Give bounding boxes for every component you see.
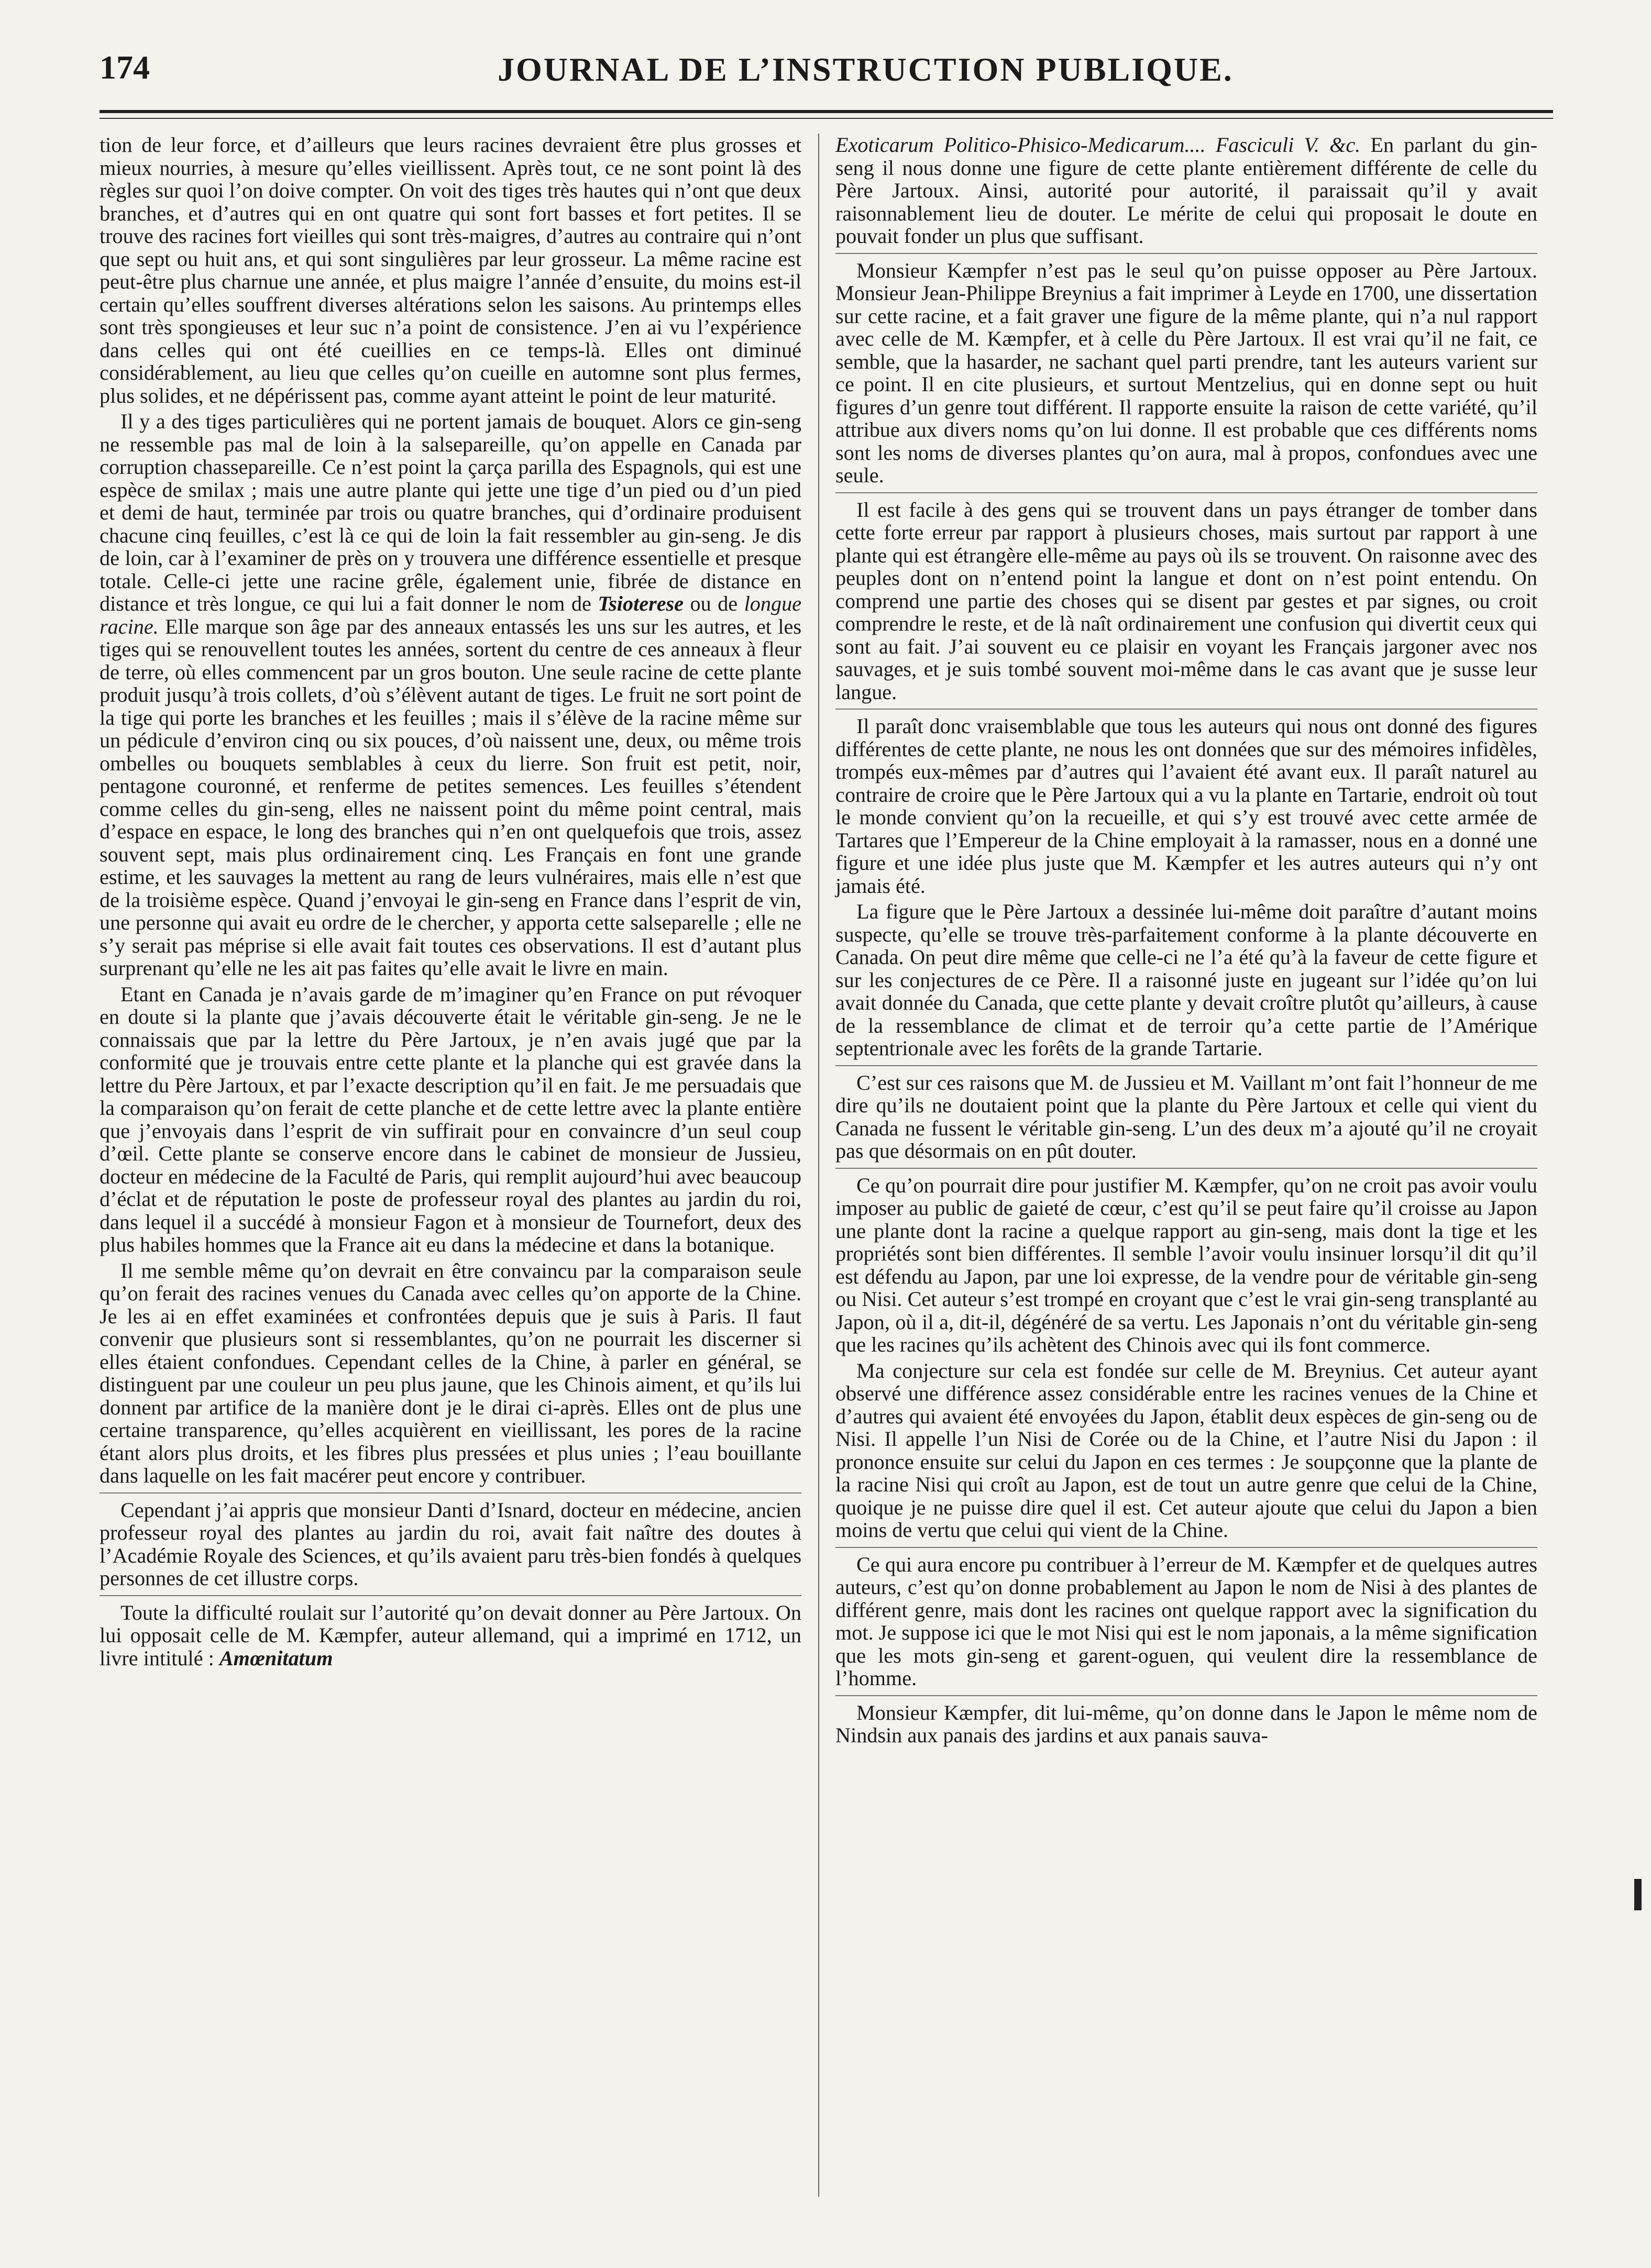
left-paragraph-6-text: Toute la difficulté roulait sur l’autorité qu’on devait donner au Père Jartoux. On lui opposait celle de M. Kæmpfer, auteur allemand, qui a imprimé en 1712, un livre intitulé : <box>100 1600 801 1670</box>
running-title: JOURNAL DE L’INSTRUCTION PUBLIQUE. <box>498 51 1234 88</box>
left-paragraph-2-text-a: Il y a des tiges particulières qui ne portent jamais de bouquet. Alors ce gin-seng ne ressemble pas mal de loin à la salsepareille, qu’on appelle en Canada par corruption chassepareille. Ce n’est point la çarça parilla des Espagnols, qui est une espèce de smilax ; mais une autre plante qui jette une tige d’un pied ou d’un pied et demi de haut, terminée par trois ou quatre branches, qui d’ordinaire produisent chacune cinq feuilles, c’est là ce qui de loin la fait ressembler au gin-seng. Je dis de loin, car à l’examiner de près on y trouvera une différence essentielle et presque totale. Celle-ci jette une racine grêle, également unie, fibrée de distance en distance et très longue, ce qui lui a fait donner le nom de <box>100 410 801 615</box>
right-paragraph-6: C’est sur ces raisons que M. de Jussieu et M. Vaillant m’ont fait l’honneur de me dire qu’ils ne doutaient point que la plante du Père Jartoux et celle qui vient du Canada ne fussent le véritable gin-seng. L’un des deux m’a ajouté qu’il ne croyait pas que désormais on en pût douter. <box>835 1070 1537 1163</box>
column-separator <box>818 134 819 2197</box>
right-paragraph-10: Monsieur Kæmpfer, dit lui-même, qu’on donne dans le Japon le même nom de Nindsin aux panais des jardins et aux panais sauva- <box>835 1700 1537 1747</box>
left-paragraph-2-text-b: Elle marque son âge par des anneaux entassés les uns sur les autres, et les tiges qui se renouvellent toutes les années, sortent du centre de ces anneaux à fleur de terre, où elles commencent par un gros bouton. Une seule racine de cette plante produit jusqu’à trois collets, d’où s’élèvent autant de tiges. Le fruit ne sort point de la tige qui porte les branches et les feuilles ; mais il s’élève de la racine même sur un pédicule d’environ cinq ou six pouces, d’où naissent une, deux, ou même trois ombelles ou bouquets semblables à ceux du lierre. Son fruit est petit, noir, pentagone couronné, et renferme de petites semences. Les feuilles s’étendent comme celles du gin-seng, elles ne naissent point du même point central, mais d’espace en espace, le long des branches qui n’en ont quelquefois que trois, assez souvent sept, mais plus ordinairement cinq. Les Français en font une grande estime, et les sauvages la mettent au rang de leurs vulnéraires, mais elle n’est que de la troisième espèce. Quand j’envoyai le gin-seng en France dans l’esprit de vin, une personne qui avait eu ordre de le chercher, y apporta cette salseparelle ; elle ne s’y serait pas méprise si elle avait fait toutes ces observations. Il est d’autant plus surprenant qu’elle ne les ait pas faites qu’elle avait le livre en main. <box>100 614 801 980</box>
paragraph-divider <box>835 1065 1537 1066</box>
left-paragraph-2 <box>100 410 801 980</box>
left-paragraph-5: Cependant j’ai appris que monsieur Danti d’Isnard, docteur en médecine, ancien professeur royal des plantes au jardin du roi, avait fait naître des doutes à l’Académie Royale des Sciences, et qu’ils avaient paru très-bien fondés à quelques personnes de cet illustre corps. <box>100 1498 801 1590</box>
paragraph-divider <box>835 1547 1537 1548</box>
right-paragraph-3: Il est facile à des gens qui se trouvent dans un pays étranger de tomber dans cette forte erreur par rapport à plusieurs choses, mais surtout par rapport à une plante qui est étrangère elle-même au pays où ils se trouvent. On raisonne avec des peuples dont on n’entend point la langue et dont on n’est point entendu. On comprend une partie des choses qui se disent par gestes et par signes, ou croit comprendre le reste, et de là naît ordinairement une confusion qui divertit ceux qui sont au fait. J’ai souvent eu ce plaisir en voyant les Français jargoner avec nos sauvages, et je suis tombé souvent moi-même dans le cas avant que je susse leur langue. <box>835 497 1537 704</box>
right-paragraph-9: Ce qui aura encore pu contribuer à l’erreur de M. Kæmpfer et de quelques autres auteurs, c’est qu’on donne probablement au Japon le nom de Nisi à des plantes de différent genre, mais dont les racines ont quelque rapport avec la signification du mot. Je suppose ici que le mot Nisi qui est le nom japonais, a la même signification que les mots gin-seng et garent-oguen, qui veulent dire la ressemblance de l’homme. <box>835 1552 1537 1690</box>
page-number: 174 <box>100 49 150 86</box>
longue-racine-term: longue racine. <box>100 592 802 638</box>
left-column <box>100 134 801 2197</box>
left-paragraph-6 <box>100 1601 801 1670</box>
paragraph-divider <box>100 1492 801 1493</box>
right-paragraph-5: La figure que le Père Jartoux a dessinée lui-même doit paraître d’autant moins suspecte, qu’elle se trouve très-parfaitement conforme à la plante découverte en Canada. On peut dire même que celle-ci ne l’a été qu’à la faveur de cette figure et sur les conjectures de ce Père. Il a raisonné juste en jugeant sur l’idée qu’on lui avait donnée du Canada, que cette plante y devait croître plutôt qu’ailleurs, à cause de la ressemblance de climat et de terroir qu’a cette partie de l’Amérique septentrionale avec les forêts de la grande Tartarie. <box>835 900 1537 1060</box>
right-paragraph-1 <box>835 134 1537 248</box>
amoenitatum-title: Amœnitatum <box>219 1646 333 1670</box>
left-paragraph-2-ou: ou de <box>684 592 744 615</box>
page-header <box>100 37 1545 99</box>
header-rule-thick <box>100 110 1553 113</box>
right-paragraph-4: Il paraît donc vraisemblable que tous les auteurs qui nous ont donné des figures différentes de cette plante, ne nous les ont données que sur des mémoires infidèles, trompés eux-mêmes par d’autres qui l’avaient été avant eux. Il paraît naturel au contraire de croire que le Père Jartoux qui a vu la plante en Tartarie, endroit où tout le monde convient qu’on la recueille, et qui s’y est trouvé avec cette armée de Tartares que l’Empereur de la Chine employait à la ramasser, nous en a donné une figure et une idée plus juste que M. Kæmpfer et les autres auteurs qui n’y ont jamais été. <box>835 714 1537 898</box>
paragraph-divider <box>100 1595 801 1596</box>
right-column <box>835 134 1537 2228</box>
paragraph-divider <box>835 1695 1537 1696</box>
tsioterese-term: Tsioterese <box>598 592 684 615</box>
book-title-continued: Exoticarum Politico-Phisico-Medicarum.... Fasciculi V. &c. <box>835 133 1361 157</box>
right-paragraph-2: Monsieur Kæmpfer n’est pas le seul qu’on puisse opposer au Père Jartoux. Monsieur Jean-Philippe Breynius a fait imprimer à Leyde en 1700, une dissertation sur cette racine, et a fait graver une figure de la même plante, qui n’a nul rapport avec celle de M. Kæmpfer, et à celle du Père Jartoux. Il est vrai qu’il ne fait, ce semble, que la hasarder, ne sachant quel parti prendre, tant les auteurs varient sur ce point. Il en cite plusieurs, et surtout Mentzelius, qui en donne sept ou huit figures d’un genre tout différent. Il rapporte ensuite la raison de cette variété, qu’il attribue aux divers noms qu’on lui donne. Il est probable que ces différents noms sont les noms de diverses plantes qu’on aura, mal à propos, confondues avec une seule. <box>835 258 1537 487</box>
left-paragraph-3: Etant en Canada je n’avais garde de m’imaginer qu’en France on put révoquer en doute si la plante que j’avais découverte était le véritable gin-seng. Je ne le connaissais que par la lettre du Père Jartoux, je n’en avais jugé que par la conformité que je trouvais entre cette plante et la planche qui est gravée dans la lettre du Père Jartoux, et par l’exacte description qu’il en fait. Je me persuadais que la comparaison qu’on ferait de cette planche et de cette lettre avec la plante entière que j’envoyais dans l’esprit de vin suffirait pour en convaincre d’un seul coup d’œil. Cette plante se conserve encore dans le cabinet de monsieur de Jussieu, docteur en médecine de la Faculté de Paris, qui remplit aujourd’hui avec beaucoup d’éclat et de réputation le poste de professeur royal des plantes au jardin du roi, dans lequel il a succédé à monsieur Fagon et à monsieur de Tournefort, deux des plus habiles hommes que la France ait eu dans la médecine et dans la botanique. <box>100 982 801 1256</box>
left-paragraph-1: tion de leur force, et d’ailleurs que leurs racines devraient être plus grosses et mieux nourries, à mesure qu’elles vieillissent. Après tout, ce ne sont point là des règles sur quoi l’on doive compter. On voit des tiges très hautes qui n’ont que deux branches, et d’autres qui en ont quatre qui sont fort basses et fort petites. Il se trouve des racines fort vieilles qui sont très-maigres, d’autres au contraire qui n’ont que sept ou huit ans, et qui sont singulières par leur grosseur. La même racine est peut-être plus charnue une année, et plus maigre l’année d’ensuite, du moins est-il certain qu’elles souffrent diverses altérations selon les saisons. Au printemps elles sont très spongieuses et leur suc n’a point de consistence. J’en ai vu l’expérience dans celles qui ont été cueillies en ce temps-là. Elles ont diminué considérablement, au lieu que celles qu’on cueille en automne sont plus fermes, plus solides, et ne dépérissent pas, comme ayant atteint le point de leur maturité. <box>100 133 801 407</box>
left-paragraph-4: Il me semble même qu’on devrait en être convaincu par la comparaison seule qu’on ferait des racines venues du Canada avec celles qu’on apporte de la Chine. Je les ai en effet examinées et confrontées depuis que je suis à Paris. Il faut convenir que plusieurs sont si ressemblantes, qu’on ne pourrait les discerner si elles étaient confondues. Cependant celles de la Chine, à parler en général, se distinguent par une couleur un peu plus jaune, que les Chinois aiment, et qu’ils lui donnent par artifice de la manière dont je le dirai ci-après. Elles ont de plus une certaine transparence, qu’elles acquièrent en vieillissant, les pores de la racine étant alors plus droits, et les fibres plus pressées et plus unies ; l’eau bouillante dans laquelle on les fait macérer peut encore y contribuer. <box>100 1258 801 1487</box>
right-paragraph-7: Ce qu’on pourrait dire pour justifier M. Kæmpfer, qu’on ne croit pas avoir voulu imposer au public de gaieté de cœur, c’est qu’il se peut faire qu’il croisse au Japon une plante dont la racine a quelque rapport au gin-seng, mais dont la tige et les propriétés sont bien différentes. Il semble l’avoir voulu insinuer lorsqu’il dit qu’il est défendu au Japon, par une loi expresse, de la vendre pour de véritable gin-seng ou Nisi. Cet auteur s’est trompé en croyant que c’est le vrai gin-seng transplanté au Japon, où il a, dit-il, dégénéré de sa vertu. Les Japonais n’ont du véritable gin-seng que les racines qu’ils achètent des Chinois avec qui ils font commerce. <box>835 1173 1537 1356</box>
paragraph-divider <box>835 253 1537 254</box>
right-paragraph-8: Ma conjecture sur cela est fondée sur celle de M. Breynius. Cet auteur ayant observé une différence assez considérable entre les racines venues de la Chine et d’autres qui avaient été envoyées du Japon, établit deux espèces de gin-seng ou de Nisi. Il appelle l’un Nisi de Corée ou de la Chine, et l’autre Nisi du Japon : il prononce ensuite sur celui du Japon en ces termes : Je soupçonne que la plante de la racine Nisi qui croît au Japon, est de tout un autre genre que celui de la Chine, quoique je ne puisse dire quel il est. Cet auteur ajoute que celui du Japon a bien moins de vertu que celui qui vient de la Chine. <box>835 1358 1537 1542</box>
margin-ink-mark <box>1634 1879 1642 1910</box>
right-paragraph-1-text: En parlant du gin-seng il nous donne une figure de cette plante entièrement différente de celle du Père Jartoux. Ainsi, autorité pour autorité, il paraissait qu’il y avait raisonnablement lieu de douter. Le mérite de celui qui proposait le doute en pouvait fonder un plus que suffisant. <box>835 133 1538 248</box>
header-rule-thin <box>100 118 1553 119</box>
paragraph-divider <box>835 1168 1537 1169</box>
paragraph-divider <box>835 492 1537 493</box>
paragraph-divider <box>835 709 1537 710</box>
